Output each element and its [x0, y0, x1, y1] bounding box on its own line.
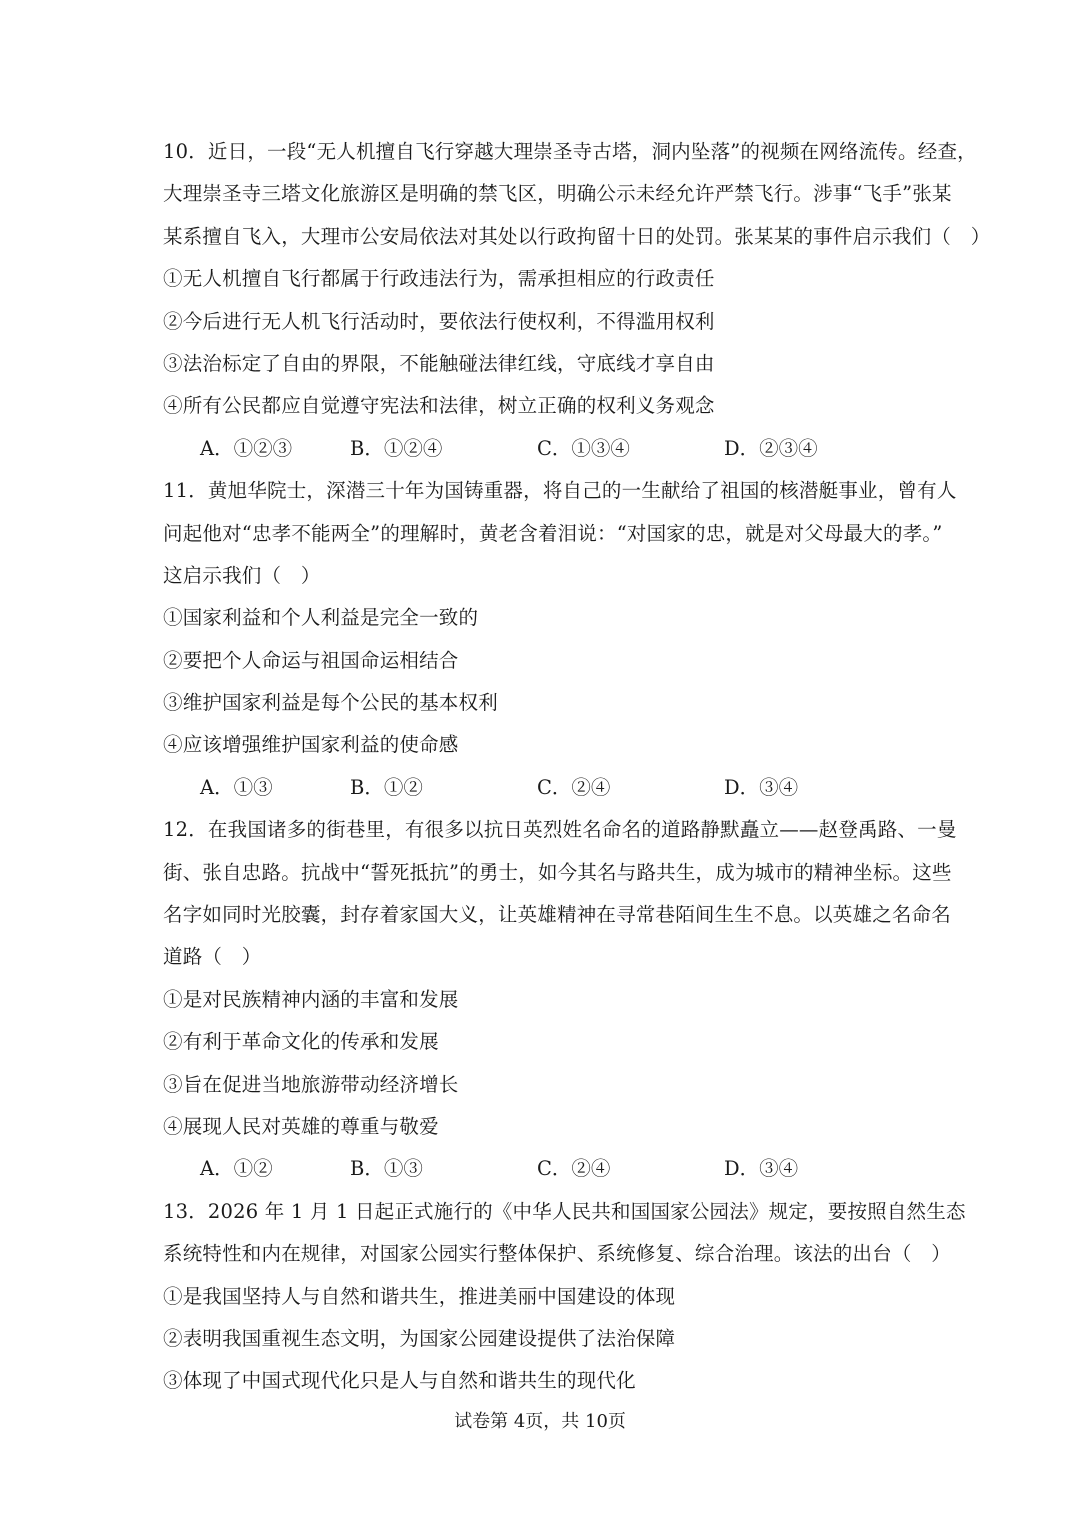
statement: ③法治标定了自由的界限，不能触碰法律红线，守底线才享自由 [163, 351, 715, 375]
question-stem-line: 街、张自忠路。抗战中“誓死抵抗”的勇士，如今其名与路共生，成为城市的精神坐标。这些 [163, 860, 952, 884]
answer-options [163, 428, 923, 470]
statement: ①无人机擅自飞行都属于行政违法行为，需承担相应的行政责任 [163, 267, 715, 291]
statement: ④所有公民都应自觉遵守宪法和法律，树立正确的权利义务观念 [163, 394, 715, 418]
statement: ②有利于革命文化的传承和发展 [163, 1030, 439, 1054]
option-b: B．①③ [350, 1157, 423, 1181]
statement: ③旨在促进当地旅游带动经济增长 [163, 1072, 459, 1096]
question-12 [163, 809, 957, 1191]
statement: ④应该增强维护国家利益的使命感 [163, 733, 459, 757]
option-b: B．①②④ [350, 436, 443, 460]
option-a: A．①②③ [200, 436, 293, 460]
option-d: D．③④ [724, 1157, 799, 1181]
question-stem-line: 大理崇圣寺三塔文化旅游区是明确的禁飞区，明确公示未经允许严禁飞行。涉事“飞手”张某 [163, 182, 952, 206]
question-stem-line: 11．黄旭华院士，深潜三十年为国铸重器，将自己的一生献给了祖国的核潜艇事业，曾有人 [163, 479, 957, 503]
question-11 [163, 470, 957, 809]
option-d: D．②③④ [724, 436, 818, 460]
option-d: D．③④ [724, 775, 799, 799]
option-b: B．①② [350, 775, 423, 799]
question-stem-line: 名字如同时光胶囊，封存着家国大义，让英雄精神在寻常巷陌间生生不息。以英雄之名命名 [163, 903, 952, 927]
question-stem-line: 13．2026 年 1 月 1 日起正式施行的《中华人民共和国国家公园法》规定，要按照自然生态 [163, 1199, 966, 1223]
option-a: A．①③ [200, 775, 273, 799]
questions-container [163, 131, 991, 1403]
statement: ②表明我国重视生态文明，为国家公园建设提供了法治保障 [163, 1326, 676, 1350]
statement: ②今后进行无人机飞行活动时，要依法行使权利，不得滥用权利 [163, 309, 715, 333]
statement: ③体现了中国式现代化只是人与自然和谐共生的现代化 [163, 1369, 636, 1393]
statement: ①是对民族精神内涵的丰富和发展 [163, 987, 459, 1011]
answer-options [163, 767, 923, 809]
question-stem-line: 问起他对“忠孝不能两全”的理解时，黄老含着泪说：“对国家的忠，就是对父母最大的孝。” [163, 521, 943, 545]
question-stem-line: 12．在我国诸多的街巷里，有很多以抗日英烈姓名命名的道路静默矗立——赵登禹路、一曼 [163, 818, 957, 842]
answer-options [163, 1148, 923, 1190]
option-c: C．①③④ [537, 436, 630, 460]
page-footer: 试卷第 4页，共 10页 [454, 1411, 626, 1432]
question-stem-line: 某系擅自飞入，大理市公安局依法对其处以行政拘留十日的处罚。张某某的事件启示我们（ ） [163, 224, 991, 248]
question-stem-line: 道路（ ） [163, 945, 262, 969]
option-a: A．①② [200, 1157, 273, 1181]
option-c: C．②④ [537, 1157, 611, 1181]
question-stem-line: 这启示我们（ ） [163, 563, 321, 587]
statement: ①是我国坚持人与自然和谐共生，推进美丽中国建设的体现 [163, 1284, 676, 1308]
question-stem-line: 10．近日，一段“无人机擅自飞行穿越大理崇圣寺古塔，洞内坠落”的视频在网络流传。经查， [163, 140, 977, 163]
statement: ①国家利益和个人利益是完全一致的 [163, 606, 479, 630]
statement: ②要把个人命运与祖国命运相结合 [163, 648, 459, 672]
question-stem-line: 系统特性和内在规律，对国家公园实行整体保护、系统修复、综合治理。该法的出台（ ） [163, 1242, 952, 1266]
statement: ④展现人民对英雄的尊重与敬爱 [163, 1114, 439, 1138]
statement: ③维护国家利益是每个公民的基本权利 [163, 691, 498, 715]
option-c: C．②④ [537, 775, 611, 799]
question-13 [163, 1191, 966, 1403]
question-10 [163, 131, 991, 470]
